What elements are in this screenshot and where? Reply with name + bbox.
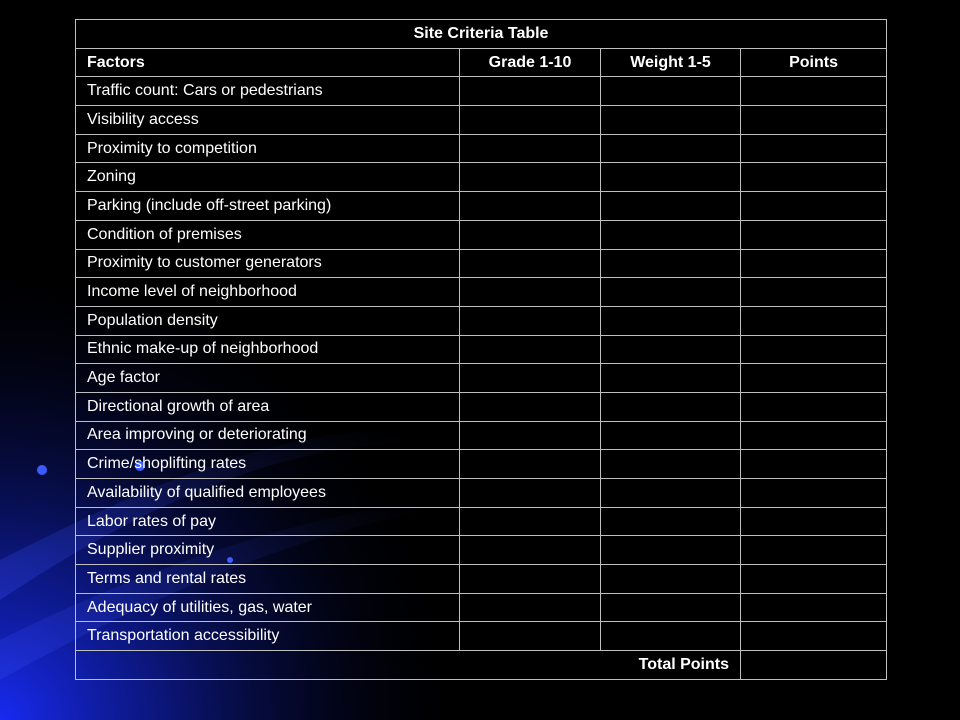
points-cell <box>741 77 887 106</box>
weight-cell <box>601 306 741 335</box>
factor-cell: Traffic count: Cars or pedestrians <box>76 77 460 106</box>
grade-cell <box>460 306 601 335</box>
weight-cell <box>601 507 741 536</box>
weight-cell <box>601 593 741 622</box>
table-row <box>76 134 887 163</box>
weight-cell <box>601 536 741 565</box>
table-row <box>76 192 887 221</box>
grade-cell <box>460 364 601 393</box>
weight-cell <box>601 421 741 450</box>
points-cell <box>741 479 887 508</box>
header-grade: Grade 1-10 <box>460 48 601 77</box>
table-row <box>76 249 887 278</box>
grade-cell <box>460 450 601 479</box>
factor-cell: Area improving or deteriorating <box>76 421 460 450</box>
weight-cell <box>601 278 741 307</box>
table-title-row <box>76 20 887 49</box>
factor-cell: Directional growth of area <box>76 392 460 421</box>
weight-cell <box>601 364 741 393</box>
grade-cell <box>460 106 601 135</box>
grade-cell <box>460 421 601 450</box>
grade-cell <box>460 565 601 594</box>
factor-cell: Availability of qualified employees <box>76 479 460 508</box>
weight-cell <box>601 392 741 421</box>
points-cell <box>741 192 887 221</box>
grade-cell <box>460 134 601 163</box>
points-cell <box>741 335 887 364</box>
factor-cell: Parking (include off-street parking) <box>76 192 460 221</box>
factor-cell: Condition of premises <box>76 220 460 249</box>
grade-cell <box>460 163 601 192</box>
total-points-value <box>741 651 887 680</box>
points-cell <box>741 593 887 622</box>
weight-cell <box>601 77 741 106</box>
table-row <box>76 335 887 364</box>
points-cell <box>741 163 887 192</box>
points-cell <box>741 364 887 393</box>
factor-cell: Income level of neighborhood <box>76 278 460 307</box>
weight-cell <box>601 220 741 249</box>
table-row <box>76 536 887 565</box>
weight-cell <box>601 249 741 278</box>
table-row <box>76 364 887 393</box>
site-criteria-table <box>75 19 887 680</box>
table-title: Site Criteria Table <box>76 20 887 49</box>
points-cell <box>741 421 887 450</box>
table-header-row <box>76 48 887 77</box>
weight-cell <box>601 335 741 364</box>
header-weight: Weight 1-5 <box>601 48 741 77</box>
weight-cell <box>601 163 741 192</box>
points-cell <box>741 306 887 335</box>
grade-cell <box>460 392 601 421</box>
weight-cell <box>601 134 741 163</box>
grade-cell <box>460 77 601 106</box>
factor-cell: Labor rates of pay <box>76 507 460 536</box>
weight-cell <box>601 450 741 479</box>
factor-cell: Zoning <box>76 163 460 192</box>
factor-cell: Age factor <box>76 364 460 393</box>
points-cell <box>741 507 887 536</box>
grade-cell <box>460 278 601 307</box>
table-row <box>76 421 887 450</box>
points-cell <box>741 249 887 278</box>
table-row <box>76 278 887 307</box>
table-row <box>76 392 887 421</box>
table-row <box>76 450 887 479</box>
grade-cell <box>460 192 601 221</box>
grade-cell <box>460 479 601 508</box>
table-row <box>76 306 887 335</box>
grade-cell <box>460 220 601 249</box>
grade-cell <box>460 593 601 622</box>
factor-cell: Supplier proximity <box>76 536 460 565</box>
table-row <box>76 106 887 135</box>
grade-cell <box>460 249 601 278</box>
factor-cell: Transportation accessibility <box>76 622 460 651</box>
factor-cell: Proximity to competition <box>76 134 460 163</box>
table-row <box>76 220 887 249</box>
weight-cell <box>601 192 741 221</box>
table-row <box>76 565 887 594</box>
factor-cell: Visibility access <box>76 106 460 135</box>
decor-dot <box>37 465 47 475</box>
table-row <box>76 77 887 106</box>
points-cell <box>741 220 887 249</box>
grade-cell <box>460 507 601 536</box>
points-cell <box>741 450 887 479</box>
header-points: Points <box>741 48 887 77</box>
weight-cell <box>601 106 741 135</box>
total-points-label: Total Points <box>76 651 741 680</box>
table-row <box>76 622 887 651</box>
table-row <box>76 507 887 536</box>
grade-cell <box>460 622 601 651</box>
factor-cell: Adequacy of utilities, gas, water <box>76 593 460 622</box>
weight-cell <box>601 479 741 508</box>
factor-cell: Crime/shoplifting rates <box>76 450 460 479</box>
header-factors: Factors <box>76 48 460 77</box>
factor-cell: Proximity to customer generators <box>76 249 460 278</box>
total-row <box>76 651 887 680</box>
points-cell <box>741 622 887 651</box>
table-row <box>76 163 887 192</box>
weight-cell <box>601 565 741 594</box>
table-row <box>76 593 887 622</box>
points-cell <box>741 565 887 594</box>
table-row <box>76 479 887 508</box>
points-cell <box>741 106 887 135</box>
points-cell <box>741 134 887 163</box>
grade-cell <box>460 536 601 565</box>
points-cell <box>741 278 887 307</box>
weight-cell <box>601 622 741 651</box>
points-cell <box>741 536 887 565</box>
points-cell <box>741 392 887 421</box>
factor-cell: Population density <box>76 306 460 335</box>
factor-cell: Ethnic make-up of neighborhood <box>76 335 460 364</box>
factor-cell: Terms and rental rates <box>76 565 460 594</box>
grade-cell <box>460 335 601 364</box>
